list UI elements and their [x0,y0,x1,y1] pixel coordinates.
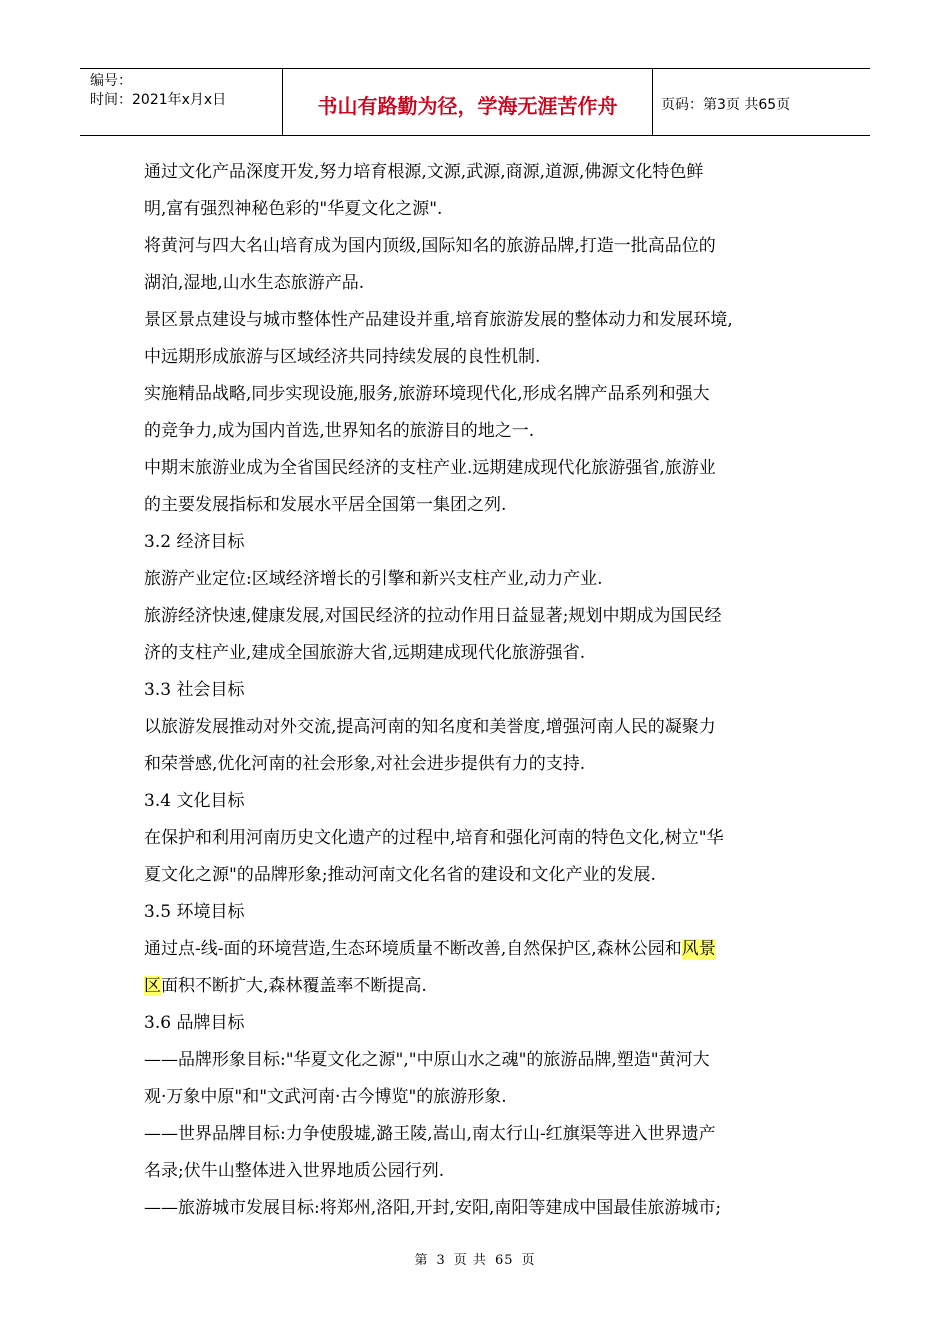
text-line: 以旅游发展推动对外交流,提高河南的知名度和美誉度,增强河南人民的凝聚力 [144,717,716,737]
footer-total-pages: 65 [494,1253,514,1268]
section-heading-social: 3.3 社会目标 [144,680,245,700]
text-line: 旅游经济快速,健康发展,对国民经济的拉动作用日益显著;规划中期成为国民经 [144,606,722,626]
footer-suffix: 页 [521,1253,536,1268]
date-label: 时间：2021年x月x日 [90,92,227,108]
text-line: 旅游产业定位:区域经济增长的引擎和新兴支柱产业,动力产业. [144,569,603,589]
text-line: 济的支柱产业,建成全国旅游大省,远期建成现代化旅游强省. [144,643,586,663]
section-heading-culture: 3.4 文化目标 [144,791,245,811]
text-line: 将黄河与四大名山培育成为国内顶级,国际知名的旅游品牌,打造一批高品位的 [144,236,716,256]
header-page-info: 页码：第3页 共65页 [661,97,791,113]
text-line: ——旅游城市发展目标:将郑州,洛阳,开封,安阳,南阳等建成中国最佳旅游城市; [144,1198,722,1218]
text-line [144,931,814,968]
text-line: 观·万象中原"和"文武河南·古今博览"的旅游形象. [144,1087,507,1107]
text-line: 名录;伏牛山整体进入世界地质公园行列. [144,1161,445,1181]
footer-prefix: 第 [414,1253,429,1268]
text-line: 明,富有强烈神秘色彩的"华夏文化之源". [144,199,443,219]
text-line: 实施精品战略,同步实现设施,服务,旅游环境现代化,形成名牌产品系列和强大 [144,384,710,404]
text-line: 的竞争力,成为国内首选,世界知名的旅游目的地之一. [144,421,535,441]
text-line: ——世界品牌目标:力争使殷墟,潞王陵,嵩山,南太行山-红旗渠等进入世界遗产 [144,1124,716,1144]
highlighted-text: 区 [144,976,161,996]
header-meta [80,69,283,135]
text-line: 通过文化产品深度开发,努力培育根源,文源,武源,商源,道源,佛源文化特色鲜 [144,162,704,182]
text-line: 的主要发展指标和发展水平居全国第一集团之列. [144,495,507,515]
text-line: 中远期形成旅游与区域经济共同持续发展的良性机制. [144,347,541,367]
page-footer [0,1249,950,1268]
text-line: 中期末旅游业成为全省国民经济的支柱产业.远期建成现代化旅游强省,旅游业 [144,458,716,478]
text-line: 在保护和利用河南历史文化遗产的过程中,培育和强化河南的特色文化,树立"华 [144,828,724,848]
highlighted-text: 风景 [681,939,716,959]
footer-middle: 页 共 [453,1253,487,1268]
header-motto: 书山有路勤为径，学海无涯苦作舟 [283,69,653,135]
document-body [144,154,814,1227]
text-line: 和荣誉感,优化河南的社会形象,对社会进步提供有力的支持. [144,754,586,774]
section-heading-economic: 3.2 经济目标 [144,532,245,552]
section-heading-brand: 3.6 品牌目标 [144,1013,245,1033]
footer-page-number: 3 [436,1253,446,1268]
text-segment: 通过点-线-面的环境营造,生态环境质量不断改善,自然保护区,森林公园和 [144,939,682,959]
number-label: 编号： [90,73,132,89]
text-line: 湖泊,湿地,山水生态旅游产品. [144,273,365,293]
text-line: 景区景点建设与城市整体性产品建设并重,培育旅游发展的整体动力和发展环境, [144,310,733,330]
text-segment: 面积不断扩大,森林覆盖率不断提高. [161,976,427,996]
page-header [80,68,870,136]
section-heading-environment: 3.5 环境目标 [144,902,245,922]
text-line: 夏文化之源"的品牌形象;推动河南文化名省的建设和文化产业的发展. [144,865,656,885]
text-line [144,968,814,1005]
text-line: ——品牌形象目标:"华夏文化之源","中原山水之魂"的旅游品牌,塑造"黄河大 [144,1050,710,1070]
